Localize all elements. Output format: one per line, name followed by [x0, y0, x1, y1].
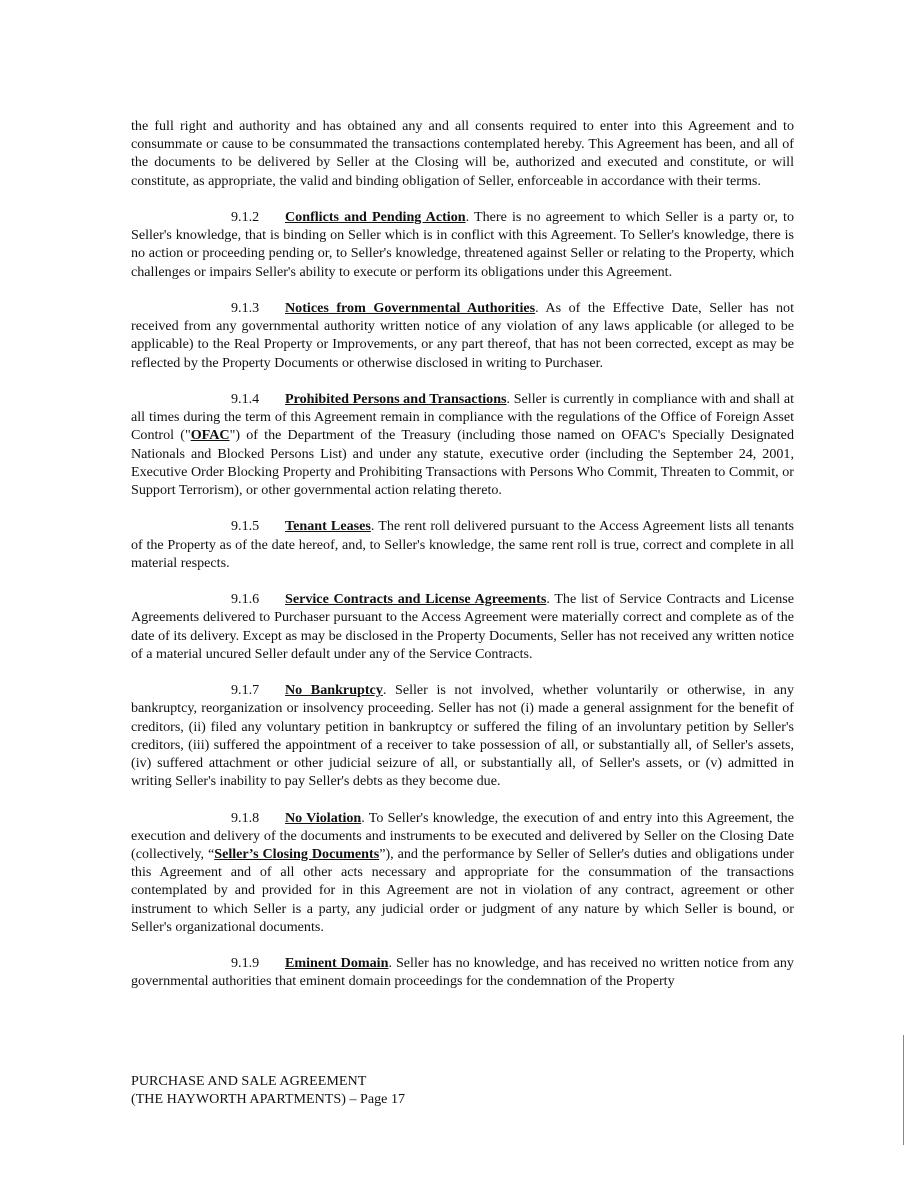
intro-paragraph: the full right and authority and has obtained any and all consents required to enter into this Agreement and to consummate or cause to be consummated the transactions contemplated hereby. This Agreement has been, and all of the documents to be delivered by Seller at the Closing will be, authorized and executed and constitute, or will constitute, as appropriate, the valid and binding obligation of Seller, enforceable in accordance with their terms.	[131, 118, 794, 189]
document-body	[131, 117, 794, 1009]
section-heading: Prohibited Persons and Transactions	[285, 391, 507, 407]
footer-title: PURCHASE AND SALE AGREEMENT	[131, 1073, 367, 1089]
section-text-continued: ") of the Department of the Treasury (including those named on OFAC's Specially Designated Nationals and Blocked Persons List) and under any statute, executive order (including the September 24, 2001, Executive Order Blocking Property and Prohibiting Transactions with Persons Who Commit, Threaten to Commit, or Support Terrorism), or other governmental action relating thereto.	[131, 427, 794, 499]
section-9-1-6	[131, 590, 794, 663]
section-number: 9.1.5	[231, 518, 260, 535]
section-heading: No Bankruptcy	[285, 682, 383, 699]
section-number: 9.1.7	[231, 682, 260, 699]
section-text: . Seller is currently in compliance with and shall at all times during the term of this Agreement remain in compliance with the regulations of the Office of Foreign Asset Control ("	[131, 391, 794, 444]
section-9-1-2	[131, 208, 794, 281]
section-9-1-4	[131, 390, 794, 499]
section-number: 9.1.6	[231, 591, 260, 608]
section-heading: Notices from Governmental Authorities	[285, 300, 536, 316]
section-9-1-7	[131, 681, 794, 790]
section-number: 9.1.8	[231, 809, 260, 826]
section-number: 9.1.2	[231, 209, 260, 225]
section-text: . The rent roll delivered pursuant to the Access Agreement lists all tenants of the Property as of the date hereof, and, to Seller's knowledge, the same rent roll is true, correct and complete in all material respects.	[131, 518, 794, 571]
section-heading: Tenant Leases	[285, 518, 371, 535]
footer-page-label: (THE HAYWORTH APARTMENTS) – Page 17	[131, 1091, 406, 1108]
section-text-continued: ”), and the performance by Seller of Seller's duties and obligations under this Agreement and of all other acts necessary and appropriate for the consummation of the transactions contemplated by and provided for in this Agreement are not in violation of any contract, agreement or other instrument to which Seller is a party, any judicial order or judgment of any nature by which Seller is bound, or Seller's organizational documents.	[131, 846, 794, 935]
section-heading: Service Contracts and License Agreements	[285, 591, 547, 608]
section-number: 9.1.9	[231, 955, 260, 972]
section-text: . The list of Service Contracts and License Agreements delivered to Purchaser pursuant to the Access Agreement were materially correct and complete as of the date of its delivery. Except as may be disclosed in the Property Documents, Seller has not received any written notice of a material uncured Seller default under any of the Service Contracts.	[131, 591, 795, 662]
section-text: . There is no agreement to which Seller is a party or, to Seller's knowledge, that is binding on Seller which is in conflict with this Agreement. To Seller's knowledge, there is no action or proceeding pending or, to Seller's knowledge, threatened against Seller or relating to the Property, which challenges or impairs Seller's ability to execute or perform its obligations under this Agreement.	[131, 209, 794, 280]
defined-term: OFAC	[190, 427, 230, 444]
section-text: . Seller has no knowledge, and has received no written notice from any governmental authorities that eminent domain proceedings for the condemnation of the Property	[131, 955, 794, 990]
section-text: . As of the Effective Date, Seller has not received from any governmental authority written notice of any violation of any laws applicable (or alleged to be applicable) to the Real Property or Improvements, or any part thereof, that has not been corrected, except as may be reflected by the Property Documents or otherwise disclosed in writing to Purchaser.	[131, 300, 794, 371]
section-9-1-8	[131, 809, 794, 936]
page-footer	[131, 1072, 405, 1108]
section-heading: No Violation	[285, 809, 362, 826]
section-9-1-5	[131, 517, 794, 572]
section-number: 9.1.3	[231, 300, 260, 316]
section-heading: Eminent Domain	[285, 955, 389, 972]
section-9-1-9	[131, 954, 794, 990]
section-9-1-3	[131, 299, 794, 372]
scan-edge-mark	[903, 1035, 904, 1145]
defined-term: Seller’s Closing Documents	[214, 846, 380, 863]
section-number: 9.1.4	[231, 391, 260, 407]
section-text: . To Seller's knowledge, the execution of and entry into this Agreement, the execution and delivery of the documents and instruments to be executed and delivered by Seller on the Closing Date (collectively, “	[131, 809, 794, 863]
section-text: . Seller is not involved, whether voluntarily or otherwise, in any bankruptcy, reorganization or insolvency proceeding. Seller has not (i) made a general assignment for the benefit of creditors, (ii) filed any voluntary petition in bankruptcy or suffered the filing of an involuntary petition by Seller's creditors, (iii) suffered the appointment of a receiver to take possession of all, or substantially all, of Seller's assets, (iv) suffered attachment or other judicial seizure of all, or substantially all, of Seller's assets, or (v) admitted in writing Seller's inability to pay Seller's debts as they become due.	[131, 682, 794, 790]
section-heading: Conflicts and Pending Action	[285, 209, 466, 225]
